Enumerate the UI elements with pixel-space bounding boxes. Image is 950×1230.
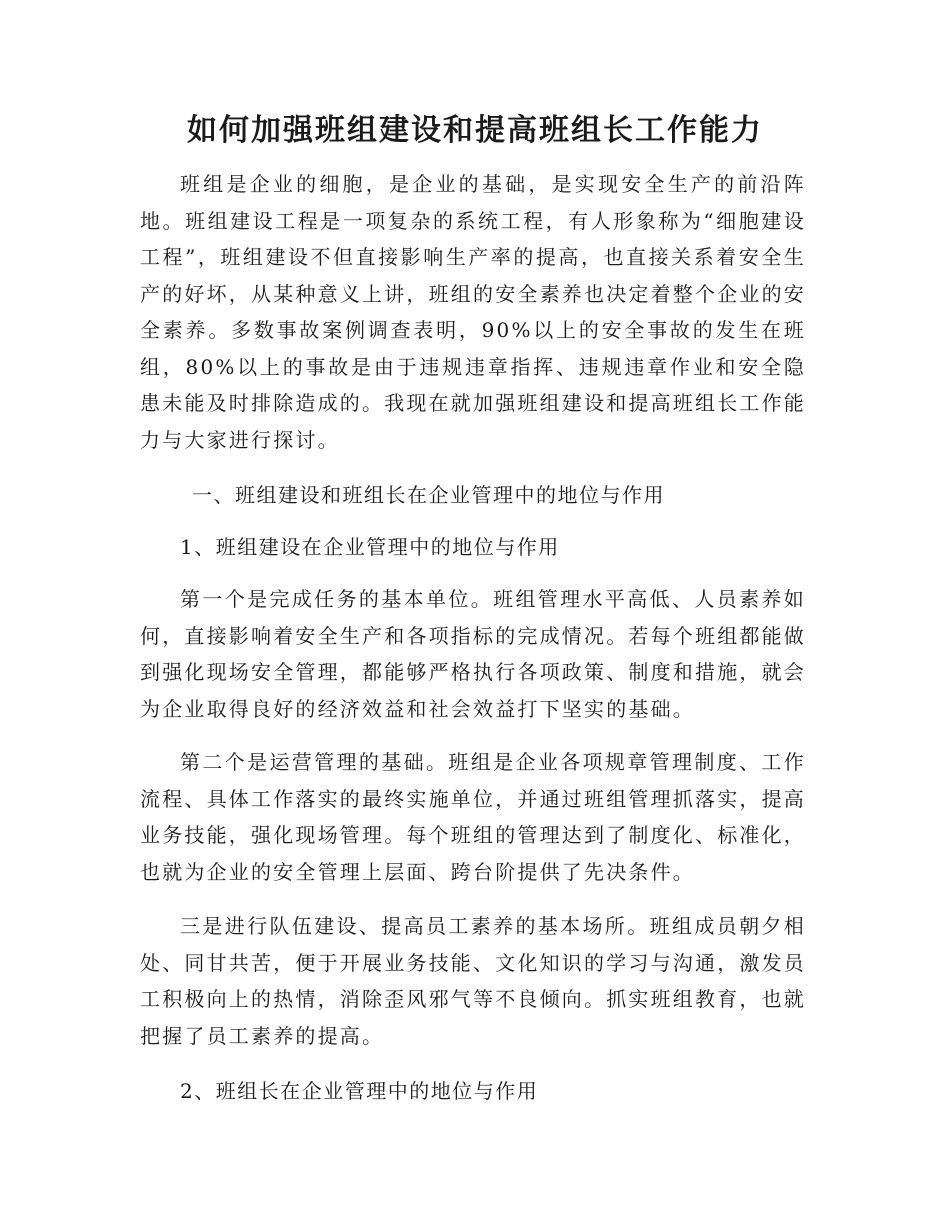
document-title: 如何加强班组建设和提高班组长工作能力 [187,113,763,148]
subsection-heading-2: 2、班组长在企业管理中的地位与作用 [180,1079,539,1103]
paragraph-operation-basis: 第二个是运营管理的基础。班组是企业各项规章管理制度、工作流程、具体工作落实的最终实施单位，并通过班组管理抓落实，提高业务技能，强化现场管理。每个班组的管理达到了制度化、标准化，也就为企业的安全管理上层面、跨台阶提供了先决条件。 [140,750,806,884]
paragraph-team-building: 三是进行队伍建设、提高员工素养的基本场所。班组成员朝夕相处、同甘共苦，便于开展业务技能、文化知识的学习与沟通，激发员工积极向上的热情，消除歪风邪气等不良倾向。抓实班组教育，也就把握了员工素养的提高。 [140,914,806,1048]
paragraph-basic-unit: 第一个是完成任务的基本单位。班组管理水平高低、人员素养如何，直接影响着安全生产和各项指标的完成情况。若每个班组都能做到强化现场安全管理，都能够严格执行各项政策、制度和措施，就会为企业取得良好的经济效益和社会效益打下坚实的基础。 [140,587,806,721]
intro-paragraph: 班组是企业的细胞，是企业的基础，是实现安全生产的前沿阵地。班组建设工程是一项复杂的系统工程，有人形象称为“细胞建设工程”，班组建设不但直接影响生产率的提高，也直接关系着安全生产的好坏，从某种意义上讲，班组的安全素养也决定着整个企业的安全素养。多数事故案例调查表明，90%以上的安全事故的发生在班组，80%以上的事故是由于违规违章指挥、违规违章作业和安全隐患未能及时排除造成的。我现在就加强班组建设和提高班组长工作能力与大家进行探讨。 [140,172,806,452]
section-heading-1: 一、班组建设和班组长在企业管理中的地位与作用 [192,483,665,507]
subsection-heading-1: 1、班组建设在企业管理中的地位与作用 [180,535,560,559]
